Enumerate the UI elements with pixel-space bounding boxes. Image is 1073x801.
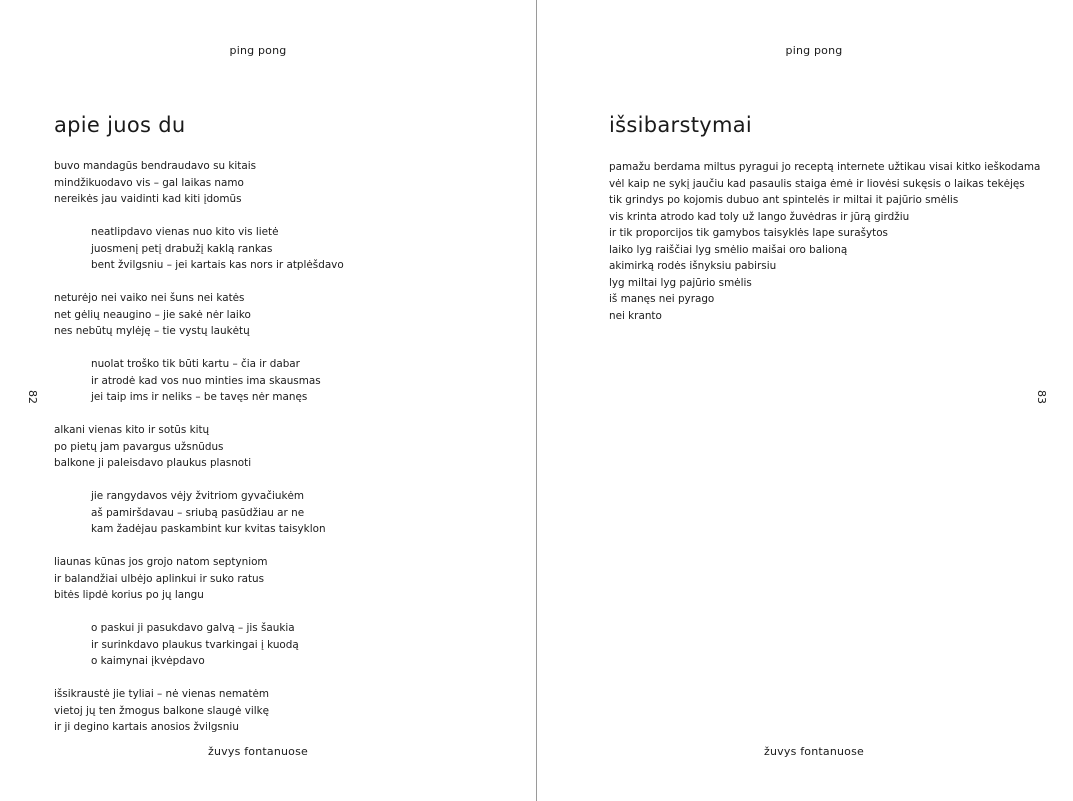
poem-body (609, 159, 1069, 341)
stanza (54, 158, 524, 208)
poem-body (54, 158, 524, 752)
stanza (609, 159, 1069, 324)
verse-line: mindžikuodavo vis – gal laikas namo (54, 176, 244, 189)
verse-line: iš manęs nei pyrago (609, 293, 715, 305)
verse-line: jei taip ims ir neliks – be tavęs nėr manęs (91, 391, 308, 403)
verse-line: vėl kaip ne sykį jaučiu kad pasaulis staiga ėmė ir liovėsi sukęsis o laikas tekėjęs (609, 177, 1025, 190)
right-page (537, 0, 1073, 801)
verse-line: aš pamiršdavau – sriubą pasūdžiau ar ne (91, 506, 305, 519)
verse-line: alkani vienas kito ir sotūs kitų (54, 424, 210, 436)
stanza (54, 356, 524, 406)
stanza (54, 554, 524, 604)
stanza (54, 620, 524, 670)
verse-line: laiko lyg raiščiai lyg smėlio maišai oro balioną (609, 243, 848, 256)
verse-line: ir atrodė kad vos nuo minties ima skausmas (91, 374, 321, 387)
verse-line: balkone ji paleisdavo plaukus plasnoti (54, 457, 252, 469)
verse-line: jie rangydavos vėjy žvitriom gyvačiukėm (91, 490, 304, 502)
verse-line: o kaimynai įkvėpdavo (91, 655, 205, 667)
verse-line: ir ji degino kartais anosios žvilgsniu (54, 721, 239, 733)
verse-line: nes nebūtų mylėję – tie vystų laukėtų (54, 325, 250, 337)
verse-line: lyg miltai lyg pajūrio smėlis (609, 276, 752, 289)
verse-line: net gėlių neaugino – jie sakė nėr laiko (54, 308, 251, 321)
stanza (54, 686, 524, 736)
verse-line: o paskui ji pasukdavo galvą – jis šaukia (91, 622, 295, 634)
verse-line: liaunas kūnas jos grojo natom septyniom (54, 556, 268, 568)
verse-line: pamažu berdama miltus pyragui jo receptą internete užtikau visai kitko ieškodama (609, 161, 1041, 173)
poem-title: išsibarstymai (609, 113, 753, 137)
verse-line: kam žadėjau paskambint kur kvitas taisyklon (91, 523, 326, 535)
page-number: 82 (26, 390, 39, 404)
verse-line: ir balandžiai ulbėjo aplinkui ir suko ratus (54, 572, 265, 585)
page-number: 83 (1035, 390, 1048, 404)
running-footer: žuvys fontanuose (764, 745, 864, 758)
verse-line: po pietų jam pavargus užsnūdus (54, 440, 224, 453)
verse-line: ir surinkdavo plaukus tvarkingai į kuodą (91, 638, 299, 651)
verse-line: nei kranto (609, 309, 662, 322)
stanza (54, 290, 524, 340)
left-page (0, 0, 536, 801)
poem-title: apie juos du (54, 113, 186, 137)
verse-line: buvo mandagūs bendraudavo su kitais (54, 160, 257, 172)
stanza (54, 224, 524, 274)
verse-line: nuolat troško tik būti kartu – čia ir dabar (91, 358, 300, 370)
verse-line: bent žvilgsniu – jei kartais kas nors ir atplėšdavo (91, 259, 344, 271)
verse-line: vietoj jų ten žmogus balkone slaugė vilkę (54, 704, 270, 717)
verse-line: juosmenį petį drabužį kaklą rankas (91, 242, 273, 255)
verse-line: bitės lipdė korius po jų langu (54, 589, 204, 601)
verse-line: neatlipdavo vienas nuo kito vis lietė (91, 226, 279, 238)
running-header: ping pong (785, 44, 843, 57)
stanza (54, 488, 524, 538)
verse-line: išsikraustė jie tyliai – nė vienas nematėm (54, 688, 269, 700)
verse-line: nereikės jau vaidinti kad kiti įdomūs (54, 193, 242, 205)
verse-line: vis krinta atrodo kad toly už lango žuvėdras ir jūrą girdžiu (609, 210, 910, 223)
stanza (54, 422, 524, 472)
running-header: ping pong (229, 44, 287, 57)
verse-line: neturėjo nei vaiko nei šuns nei katės (54, 292, 245, 304)
running-footer: žuvys fontanuose (208, 745, 308, 758)
verse-line: tik grindys po kojomis dubuo ant spintelės ir miltai it pajūrio smėlis (609, 194, 959, 206)
verse-line: ir tik proporcijos tik gamybos taisyklės lape surašytos (609, 227, 888, 239)
verse-line: akimirką rodės išnyksiu pabirsiu (609, 260, 777, 272)
